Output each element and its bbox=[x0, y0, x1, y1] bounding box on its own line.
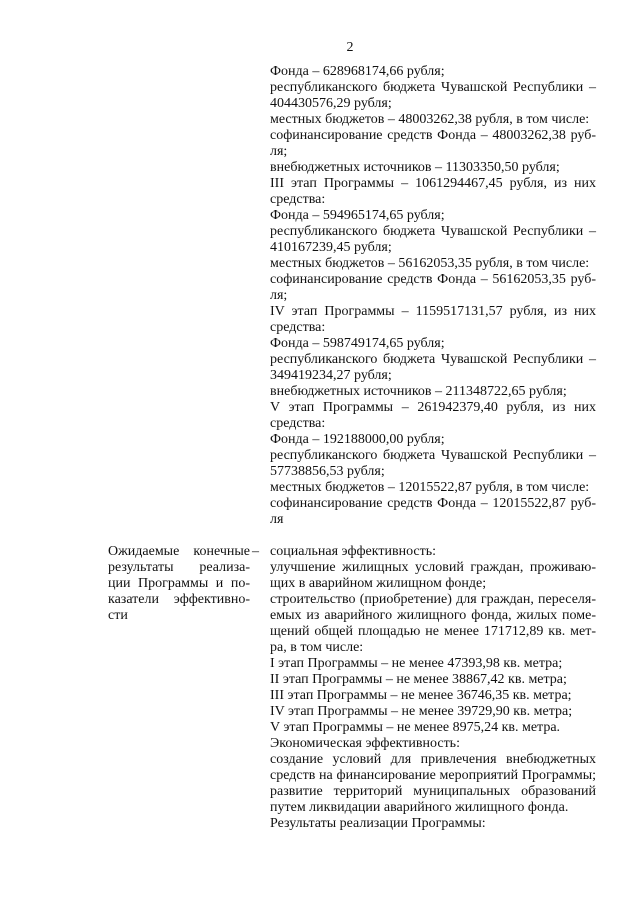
text-line: Экономическая эффективность: bbox=[270, 736, 460, 751]
text-line: путем ликвидации аварийного жилищного фонда. bbox=[270, 800, 569, 815]
text-line: средства: bbox=[270, 192, 326, 207]
text-line: софинансирование средств Фонда – 56162053,35 руб- bbox=[270, 272, 596, 287]
text-line: емых из аварийного жилищного фонда, жилых поме- bbox=[270, 608, 596, 623]
text-line: ля; bbox=[270, 288, 288, 303]
text-line: IV этап Программы – 1159517131,57 рубля, из них bbox=[270, 304, 596, 319]
funding-breakdown-text bbox=[270, 64, 596, 528]
label-line: результаты реализа- bbox=[108, 560, 250, 575]
text-line: 410167239,45 рубля; bbox=[270, 240, 392, 255]
text-line: республиканского бюджета Чувашской Республики – bbox=[270, 448, 596, 463]
text-line: Фонда – 192188000,00 рубля; bbox=[270, 432, 445, 447]
label-line: Ожидаемые конечные bbox=[108, 544, 250, 559]
text-line: социальная эффективность: bbox=[270, 544, 437, 559]
text-line: 57738856,53 рубля; bbox=[270, 464, 385, 479]
page-number: 2 bbox=[346, 40, 354, 55]
text-line: щений общей площадью не менее 171712,89 кв. мет- bbox=[270, 624, 596, 639]
text-line: Фонда – 598749174,65 рубля; bbox=[270, 336, 445, 351]
text-line: I этап Программы – не менее 47393,98 кв. метра; bbox=[270, 656, 563, 671]
text-line: щих в аварийном жилищном фонде; bbox=[270, 576, 487, 591]
text-line: республиканского бюджета Чувашской Республики – bbox=[270, 352, 596, 367]
text-line: создание условий для привлечения внебюджетных bbox=[270, 752, 596, 767]
text-line: республиканского бюджета Чувашской Республики – bbox=[270, 224, 596, 239]
expected-results-text bbox=[270, 544, 596, 832]
text-line: развитие территорий муниципальных образований bbox=[270, 784, 596, 799]
text-line: местных бюджетов – 56162053,35 рубля, в том числе: bbox=[270, 256, 590, 271]
label-line: ции Программы и по- bbox=[108, 576, 250, 591]
text-line: местных бюджетов – 12015522,87 рубля, в том числе: bbox=[270, 480, 590, 495]
text-line: ля bbox=[270, 512, 284, 527]
text-line: ля; bbox=[270, 144, 288, 159]
text-line: строительство (приобретение) для граждан, переселя- bbox=[270, 592, 596, 607]
text-line: местных бюджетов – 48003262,38 рубля, в том числе: bbox=[270, 112, 590, 127]
text-line: V этап Программы – 261942379,40 рубля, из них bbox=[270, 400, 596, 415]
label-line: казатели эффективно- bbox=[108, 592, 250, 607]
text-line: V этап Программы – не менее 8975,24 кв. метра. bbox=[270, 720, 561, 735]
expected-results-label bbox=[108, 544, 250, 624]
text-line: IV этап Программы – не менее 39729,90 кв. метра; bbox=[270, 704, 573, 719]
text-line: внебюджетных источников – 11303350,50 рубля; bbox=[270, 160, 560, 175]
text-line: Результаты реализации Программы: bbox=[270, 816, 486, 831]
text-line: II этап Программы – не менее 38867,42 кв. метра; bbox=[270, 672, 567, 687]
text-line: улучшение жилищных условий граждан, проживаю- bbox=[270, 560, 596, 575]
text-line: Фонда – 628968174,66 рубля; bbox=[270, 64, 445, 79]
text-line: софинансирование средств Фонда – 48003262,38 руб- bbox=[270, 128, 596, 143]
text-line: ра, в том числе: bbox=[270, 640, 364, 655]
text-line: 349419234,27 рубля; bbox=[270, 368, 392, 383]
text-line: средства: bbox=[270, 320, 326, 335]
text-line: софинансирование средств Фонда – 12015522,87 руб- bbox=[270, 496, 596, 511]
row-dash: – bbox=[252, 544, 259, 559]
text-line: III этап Программы – не менее 36746,35 кв. метра; bbox=[270, 688, 572, 703]
text-line: 404430576,29 рубля; bbox=[270, 96, 392, 111]
text-line: Фонда – 594965174,65 рубля; bbox=[270, 208, 445, 223]
text-line: республиканского бюджета Чувашской Республики – bbox=[270, 80, 596, 95]
text-line: III этап Программы – 1061294467,45 рубля, из них bbox=[270, 176, 596, 191]
text-line: внебюджетных источников – 211348722,65 рубля; bbox=[270, 384, 567, 399]
text-line: средств на финансирование мероприятий Программы; bbox=[270, 768, 596, 783]
text-line: средства: bbox=[270, 416, 326, 431]
label-line: сти bbox=[108, 608, 128, 623]
